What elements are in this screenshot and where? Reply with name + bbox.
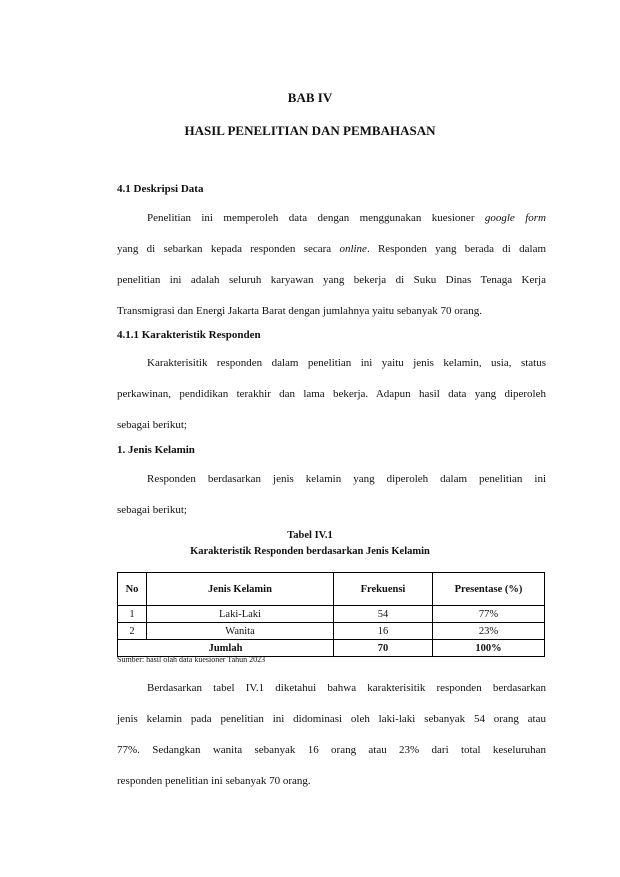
paragraph-analysis	[117, 673, 546, 797]
para-line	[117, 234, 546, 265]
header-presentase: Presentase (%)	[433, 573, 545, 606]
table-caption-title: Karakteristik Responden berdasarkan Jenis Kelamin	[190, 546, 430, 557]
para-line: Karakterisitik responden dalam penelitian ini yaitu jenis kelamin, usia, status	[147, 357, 546, 369]
chapter-number: BAB IV	[287, 90, 333, 105]
para-line: sebagai berikut;	[117, 504, 187, 516]
table-row	[118, 623, 545, 640]
total-label: Jumlah	[118, 640, 334, 657]
cell-freq: 16	[334, 623, 433, 640]
header-frekuensi: Frekuensi	[334, 573, 433, 606]
para-line: Berdasarkan tabel IV.1 diketahui bahwa karakterisitik responden berdasarkan	[147, 682, 546, 694]
table-source-note: Sumber: hasil olah data kuesioner Tahun 2023	[117, 655, 266, 664]
text-span: yang di sebarkan kepada responden secara	[117, 243, 340, 255]
para-line: perkawinan, pendidikan terakhir dan lama bekerja. Adapun hasil data yang diperoleh	[117, 388, 546, 400]
chapter-title: HASIL PENELITIAN DAN PEMBAHASAN	[184, 123, 436, 138]
paragraph-deskripsi-data	[117, 203, 546, 327]
para-line: 77%. Sedangkan wanita sebanyak 16 orang atau 23% dari total keseluruhan	[117, 744, 546, 756]
cell-freq: 54	[334, 606, 433, 623]
table-caption-number: Tabel IV.1	[287, 530, 333, 541]
paragraph-karakteristik	[117, 348, 546, 441]
total-freq: 70	[334, 640, 433, 657]
cell-no: 1	[118, 606, 147, 623]
cell-pct: 77%	[433, 606, 545, 623]
section-heading-4-1: 4.1 Deskripsi Data	[117, 183, 204, 195]
para-line: Responden berdasarkan jenis kelamin yang diperoleh dalam penelitian ini	[147, 473, 546, 485]
cell-gender: Wanita	[147, 623, 334, 640]
italic-text: google form	[484, 212, 546, 224]
total-pct: 100%	[433, 640, 545, 657]
subheading-jenis-kelamin: 1. Jenis Kelamin	[117, 444, 195, 456]
para-line: Transmigrasi dan Energi Jakarta Barat dengan jumlahnya yaitu sebanyak 70 orang.	[117, 305, 483, 317]
text-span: . Responden yang berada di dalam	[366, 243, 547, 255]
para-line: sebagai berikut;	[117, 419, 187, 431]
paragraph-jenis-kelamin	[117, 464, 546, 526]
para-line	[117, 203, 546, 234]
para-line: penelitian ini adalah seluruh karyawan yang bekerja di Suku Dinas Tenaga Kerja	[117, 274, 546, 286]
table-header-row	[118, 573, 545, 606]
italic-text: online	[339, 243, 367, 255]
cell-no: 2	[118, 623, 147, 640]
header-no: No	[118, 573, 147, 606]
table-row	[118, 606, 545, 623]
gender-table	[117, 572, 545, 657]
section-heading-4-1-1: 4.1.1 Karakteristik Responden	[117, 329, 261, 341]
cell-pct: 23%	[433, 623, 545, 640]
text-span: Penelitian ini memperoleh data dengan menggunakan kuesioner	[147, 212, 485, 224]
header-jenis-kelamin: Jenis Kelamin	[147, 573, 334, 606]
para-line: jenis kelamin pada penelitian ini didominasi oleh laki-laki sebanyak 54 orang atau	[117, 713, 546, 725]
para-line: responden penelitian ini sebanyak 70 orang.	[117, 775, 311, 787]
table-total-row	[118, 640, 545, 657]
cell-gender: Laki-Laki	[147, 606, 334, 623]
